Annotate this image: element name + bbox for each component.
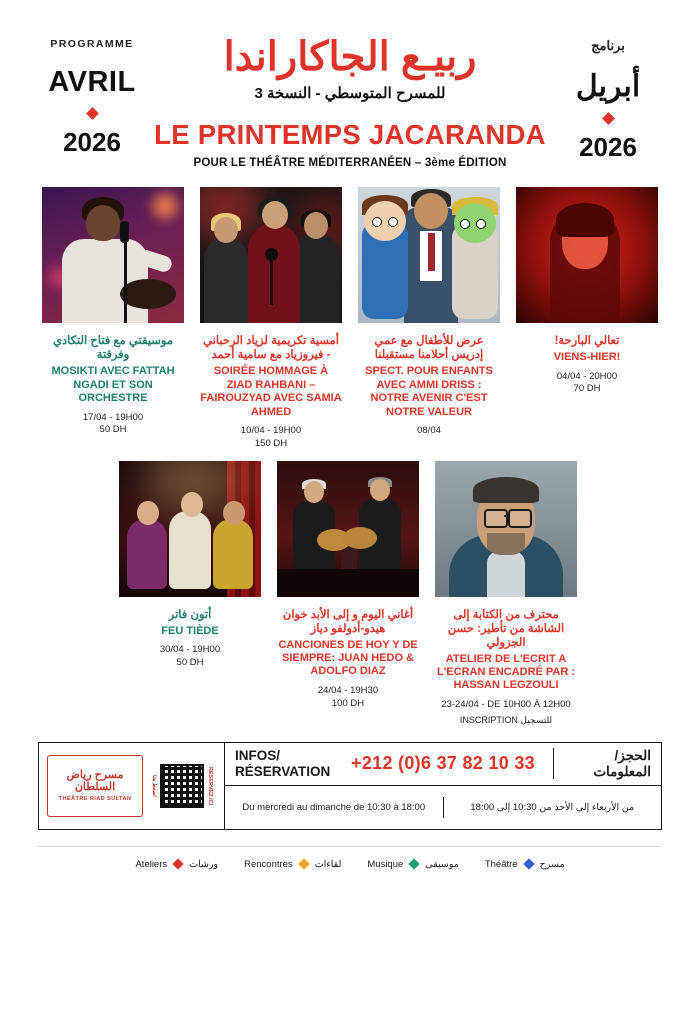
qr-block[interactable] xyxy=(151,764,213,808)
diamond-icon xyxy=(602,112,615,125)
event-inscription-ar: للتسجيل xyxy=(520,714,553,725)
opening-hours-ar: من الأربعاء إلى الأحد من 10:30 إلى 18:00 xyxy=(470,801,635,813)
event-card[interactable] xyxy=(516,187,658,396)
poster-subtitle-ar: للمسرح المتوسطي - النسخة 3 xyxy=(254,85,446,102)
event-title-fr: MOSIKTI AVEC FATTAH NGADI ET SON ORCHESTRE xyxy=(51,365,175,405)
poster-title-ar: ربيـع الجاكاراندا xyxy=(223,35,477,79)
programme-label-ar: برنامج xyxy=(591,38,625,53)
event-title-ar: تعالي البارحة! xyxy=(554,335,620,348)
event-photo xyxy=(516,187,658,323)
event-title-ar: أمسية تكريمية لزياد الرحباني - فيروزياد مع سامية أحمد xyxy=(203,335,339,362)
legend-diamond-icon xyxy=(172,858,183,869)
legend-label-fr: Musique xyxy=(367,858,404,870)
event-title-fr: FEU TIÈDE xyxy=(161,624,219,637)
event-title-ar: عرض للأطفال مع عمي إدريس أحلامنا مستقبلنا xyxy=(374,335,484,362)
header-right-column xyxy=(554,34,662,160)
event-photo xyxy=(200,187,342,323)
qr-label-ar: اضغط هنا xyxy=(151,774,157,797)
event-title-fr: ATELIER DE L'ECRIT A L'ECRAN ENCADRÉ PAR : HASSAN LEGZOULI xyxy=(436,652,576,692)
event-title-ar: أتون فاتر xyxy=(168,608,212,621)
info-cell xyxy=(225,743,661,829)
event-card[interactable] xyxy=(200,187,342,450)
event-date: 24/04 - 19H30 xyxy=(317,684,379,696)
opening-hours-fr: Du mercredi au dimanche de 10:30 à 18:00 xyxy=(225,797,444,818)
legend-diamond-icon xyxy=(409,858,420,869)
legend-item-theatre xyxy=(485,859,565,870)
phone-number[interactable]: +212 (0)6 37 82 10 33 xyxy=(351,753,535,774)
event-title-fr: SOIRÉE HOMMAGE À ZIAD RAHBANI – FAIROUZYAD AVEC SAMIA AHMED xyxy=(200,365,342,418)
event-title-ar: أغاني اليوم و إلى الأبد خوان هيدو-أدولفو دياز xyxy=(282,608,414,635)
events-row-2 xyxy=(0,461,700,726)
logo-cell xyxy=(39,743,225,829)
legend-diamond-icon xyxy=(523,858,534,869)
event-title-ar: موسيقتي مع فتاح التكادي وفرقتة xyxy=(53,335,173,362)
legend-label-fr: Théâtre xyxy=(484,858,518,870)
programme-label-fr: PROGRAMME xyxy=(50,38,134,50)
legend-item-musique xyxy=(367,859,458,870)
infos-label-ar: الحجز/ المعلومات xyxy=(553,748,661,779)
theatre-logo-name-fr: THÉÂTRE RIAD SULTAN xyxy=(58,796,132,803)
theatre-logo xyxy=(47,755,143,817)
info-bottom-row xyxy=(225,786,661,829)
info-reservation-box xyxy=(38,742,662,830)
event-card[interactable] xyxy=(277,461,419,711)
legend xyxy=(38,846,662,870)
event-date: 04/04 - 20H00 xyxy=(556,370,618,382)
month-label-ar: أبريل xyxy=(575,70,641,103)
legend-item-rencontres xyxy=(244,859,341,870)
event-price: 150 DH xyxy=(254,437,288,449)
legend-diamond-icon xyxy=(298,858,309,869)
poster-title-fr: LE PRINTEMPS JACARANDA xyxy=(154,119,546,150)
event-date: 08/04 xyxy=(417,424,441,436)
event-date: 23-24/04 - DE 10H00 À 12H00 xyxy=(441,698,571,710)
event-date: 30/04 - 19H00 xyxy=(159,643,221,655)
infos-label-fr: INFOS/ RÉSERVATION xyxy=(235,748,331,779)
event-photo xyxy=(277,461,419,597)
event-title-fr: VIENS-HIER! xyxy=(553,351,621,364)
event-card[interactable] xyxy=(358,187,500,437)
legend-label-ar: لقاءات xyxy=(314,858,342,870)
qr-label-fr: RÉSERVEZ ICI xyxy=(207,766,213,805)
legend-label-fr: Ateliers xyxy=(135,858,168,870)
header-left-column xyxy=(38,34,146,155)
event-date: 17/04 - 19H00 xyxy=(82,411,144,423)
event-title-fr: CANCIONES DE HOY Y DE SIEMPRE: JUAN HEDO & ADOLFO DIAZ xyxy=(278,638,418,678)
event-title-fr: SPECT. POUR ENFANTS AVEC AMMI DRISS : NOTRE AVENIR C'EST NOTRE VALEUR xyxy=(365,365,493,418)
year-label-left: 2026 xyxy=(63,127,121,157)
event-photo xyxy=(358,187,500,323)
legend-label-fr: Rencontres xyxy=(244,858,293,870)
event-photo xyxy=(435,461,577,597)
event-photo xyxy=(42,187,184,323)
diamond-icon xyxy=(86,107,99,120)
event-photo xyxy=(119,461,261,597)
events-row-1 xyxy=(0,187,700,450)
event-title-ar: محترف من الكتابة إلى الشاشة من تأطير: حسن الجزولي xyxy=(447,608,565,649)
event-card[interactable] xyxy=(435,461,577,726)
year-label-right: 2026 xyxy=(579,132,637,162)
theatre-logo-name-ar: مسرح رياض السلطان xyxy=(66,768,124,793)
legend-label-ar: ورشات xyxy=(189,858,219,870)
poster-header xyxy=(0,0,700,169)
legend-item-ateliers xyxy=(135,859,218,870)
info-top-row xyxy=(225,743,661,787)
month-label-fr: AVRIL xyxy=(48,66,136,98)
event-date: 10/04 - 19H00 xyxy=(240,424,302,436)
event-price: 50 DH xyxy=(176,656,204,668)
event-inscription-fr: INSCRIPTION xyxy=(459,714,518,725)
event-card[interactable] xyxy=(119,461,261,670)
event-card[interactable] xyxy=(42,187,184,437)
event-price: 100 DH xyxy=(331,697,365,709)
header-center-column xyxy=(146,34,554,169)
event-price: 70 DH xyxy=(573,383,601,395)
qr-code-icon[interactable] xyxy=(160,764,204,808)
legend-label-ar: موسيقى xyxy=(425,858,459,870)
event-price: 50 DH xyxy=(99,424,127,436)
legend-label-ar: مسرح xyxy=(539,858,565,870)
poster-subtitle-fr: POUR LE THÉÂTRE MÉDITERRANÉEN – 3ème ÉDITION xyxy=(193,157,507,170)
